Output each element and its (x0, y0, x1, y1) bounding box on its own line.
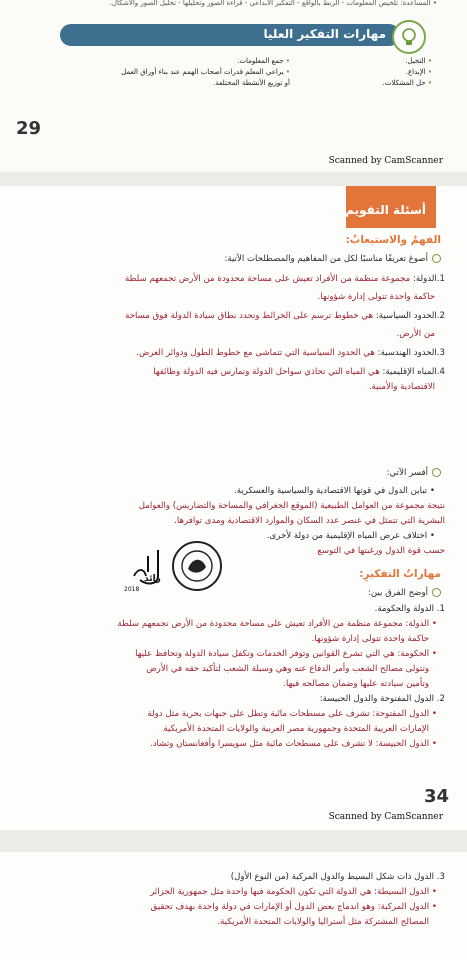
round-stamp (172, 541, 222, 591)
page-1 (0, 0, 467, 172)
skill-item: يراعي المعلم قدرات أصحاب الهمم عند بناء أوراق العمل (121, 68, 284, 76)
section-title-thinking: مهاراتُ التفكيرِ: (359, 568, 441, 580)
page-number: 29 (16, 118, 42, 139)
page-2 (0, 186, 467, 826)
answer-text: من الأرض. (396, 329, 435, 339)
difference-list: 1. الدولة والحكومة. • الدولة: مجموعة منظمة من الأفراد تعيش على مساحة محدودة من الأرض تجمعهم سلطة حاكمة واحدة تتولى إدارة شؤونها. • الحكومة: هي التي تشرع القوانين وتوفر الخدمات وتكفل سيادة الدولة وتحافظ عليها وتتولى مصالح الشعب وأمر الدفاع عنه وهي وسيلة الشعب لتأكيد حقه في الأرض وتأمين سيادته عليها وضمان مصالحه فيها. 2. الدول المفتوحة والدول الحبيسة: • الدول المفتوحة: تشرف على مسطحات مائية وتطل على جبهات بحرية مثل دولة الإمارات العربية المتحدة وجمهورية مصر العربية والولايات المتحدة الأمريكية • الدول الحبيسة: لا تشرف على مسطحات مائية مثل سويسرا وأفغانستان وتشاد. (20, 602, 445, 752)
page-separator (0, 172, 467, 186)
skill-item: جمع المعلومات. (237, 57, 284, 65)
stamp-year: 2018 (124, 586, 140, 593)
skills-banner (60, 24, 400, 46)
answer-text: هي الحدود السياسية التي تتماشى مع خطوط الطول ودوائر العرض. (136, 348, 375, 358)
explain-list: • تباين الدول في قوتها الاقتصادية والسياسية والعسكرية. نتيجة مجموعة من العوامل الطبيعية (الموقع الجغرافي والمساحة والتضاريس) والعوامل البشرية التي تتمثل في عنصر عدد السكان والموارد الاقتصادية ومدى توافرها. • اختلاف عرض المياه الإقليمية من دولة لأخرى. حسب قوة الدول ورغبتها في التوسع (20, 484, 445, 559)
question-2: أفسر الآتي: (387, 466, 441, 481)
answer-text: نتيجة مجموعة من العوامل الطبيعية (الموقع الجغرافي والمساحة والتضاريس) والعوامل (138, 501, 445, 511)
answer-text: هي المياه التي تحاذي سواحل الدولة وتمارس فيه الدولة وظائفها (153, 367, 380, 377)
diff-title: 2. الدول المفتوحة والدول الحبيسة: (319, 694, 445, 704)
skill-item: أو توزيع الأنشطة المختلفة. (213, 79, 290, 87)
signature-mark (124, 546, 170, 594)
diff-title: 3. الدول ذات شكل البسيط والدول المركبة (من النوع الأول) (230, 872, 445, 882)
difference-list-continued: 3. الدول ذات شكل البسيط والدول المركبة (من النوع الأول) • الدول البسيطة: هي الدولة التي تكون الحكومة فيها واحدة مثل جمهورية الجزائر • الدول المركبة: وهو اندماج بعض الدول أو الإمارات في دولة واحدة بهدف تحقيق المصالح المشتركة مثل أستراليا والولايات المتحدة الأمريكية. (20, 870, 445, 930)
answer-text: الدول الحبيسة: لا تشرف على مسطحات مائية مثل سويسرا وأفغانستان وتشاد. (150, 739, 430, 749)
header-tab (346, 186, 436, 228)
section-title-comprehension: الفهمُ والاستيعابُ: (345, 234, 441, 246)
answer-text: مجموعة منظمة من الأفراد تعيش على مساحة محدودة من الأرض تجمعهم سلطة (125, 274, 411, 284)
answer-text: وتتولى مصالح الشعب وأمر الدفاع عنه وهي وسيلة الشعب لتأكيد حقه في الأرض (146, 664, 429, 674)
answer-text: حسب قوة الدول ورغبتها في التوسع (317, 546, 445, 556)
page-separator (0, 830, 467, 852)
skills-right-list: • التخيل. • الإبداع. • حل المشكلات. (382, 57, 432, 87)
answer-text: المصالح المشتركة مثل أستراليا والولايات المتحدة الأمريكية. (217, 917, 429, 927)
question-3: أوضح الفرق بين: (368, 586, 441, 601)
circle-bullet-icon (432, 588, 441, 597)
page-number: 34 (423, 786, 449, 807)
answer-text: الدول المفتوحة: تشرف على مسطحات مائية وتطل على جبهات بحرية مثل دولة (147, 709, 430, 719)
skill-item: التخيل. (405, 57, 426, 65)
answer-text: الدول المركبة: وهو اندماج بعض الدول أو الإمارات في دولة واحدة بهدف تحقيق (150, 902, 430, 912)
skills-banner-title: مهارات التفكير العليا (263, 27, 386, 41)
diff-title: 1. الدولة والحكومة. (374, 604, 445, 614)
circle-bullet-icon (432, 468, 441, 477)
page-3 (0, 852, 467, 960)
skill-item: الإبداع. (405, 68, 426, 76)
scanner-watermark: Scanned by CamScanner (328, 156, 443, 166)
answer-text: حاكمة واحدة تتولى إدارة شؤونها. (317, 292, 435, 302)
lightbulb-icon (392, 20, 426, 54)
question-1: أصوغ تعريفًا مناسبًا لكل من المفاهيم والمصطلحات الآتية: (224, 252, 441, 267)
answer-text: الدولة: مجموعة منظمة من الأفراد تعيش على مساحة محدودة من الأرض تجمعهم سلطة (117, 619, 430, 629)
circle-bullet-icon (432, 254, 441, 263)
scanner-watermark: Scanned by CamScanner (328, 812, 443, 822)
answer-text: هي خطوط ترسم على الخرائط وتحدد نطاق سيادة الدولة فوق مساحة (125, 311, 374, 321)
definitions-list: 1.الدولة: مجموعة منظمة من الأفراد تعيش على مساحة محدودة من الأرض تجمعهم سلطة حاكمة واحدة تتولى إدارة شؤونها. 2.الحدود السياسية: هي خطوط ترسم على الخرائط وتحدد نطاق سيادة الدولة فوق مساحة من الأرض. 3.الحدود الهندسية: هي الحدود السياسية التي تتماشى مع خطوط الطول ودوائر العرض. 4.المياه الإقليمية: هي المياه التي تحاذي سواحل الدولة وتمارس فيه الدولة وظائفها الاقتصادية والأمنية. (20, 272, 445, 395)
top-summary-line: • المساعدة: تلخيص المعلومات - الربط بالواقع - التفكير الابداعي - قراءة الصور وتحليلها - تحليل الصور والأشكال. (109, 0, 437, 7)
answer-text: الدول البسيطة: هي الدولة التي تكون الحكومة فيها واحدة مثل جمهورية الجزائر (150, 887, 430, 897)
signature-name: رائد (144, 574, 161, 584)
answer-text: الإمارات العربية المتحدة وجمهورية مصر العربية والولايات المتحدة الأمريكية (163, 724, 429, 734)
header-tab-title: أسئلة التقويم (345, 203, 426, 217)
answer-text: الاقتصادية والأمنية. (368, 382, 435, 392)
skills-left-list: • جمع المعلومات. • يراعي المعلم قدرات أصحاب الهمم عند بناء أوراق العمل أو توزيع الأنشطة المختلفة. (121, 57, 290, 87)
skill-item: حل المشكلات. (382, 79, 426, 87)
answer-text: الحكومة: هي التي تشرع القوانين وتوفر الخدمات وتكفل سيادة الدولة وتحافظ عليها (135, 649, 430, 659)
answer-text: البشرية التي تتمثل في عنصر عدد السكان والموارد الاقتصادية ومدى توافرها. (174, 516, 445, 526)
answer-text: وتأمين سيادته عليها وضمان مصالحه فيها. (283, 679, 429, 689)
answer-text: حاكمة واحدة تتولى إدارة شؤونها. (311, 634, 429, 644)
